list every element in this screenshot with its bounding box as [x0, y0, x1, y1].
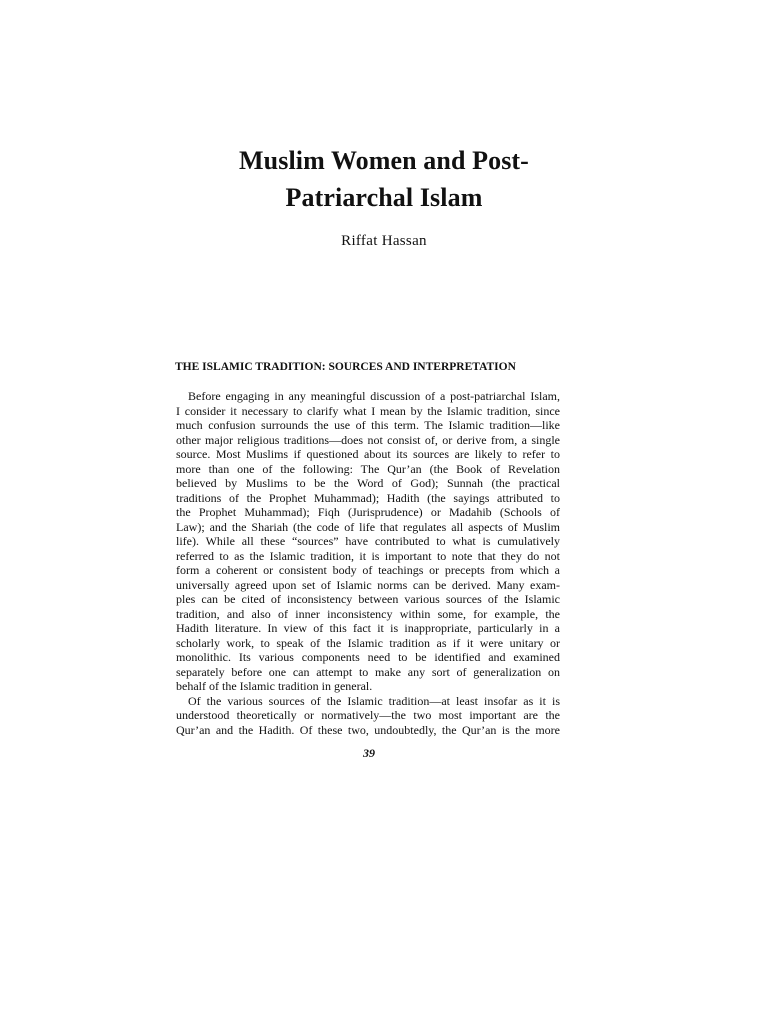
body-line: monolithic. Its various components need to be identified and examined [176, 650, 560, 664]
section-heading: THE ISLAMIC TRADITION: SOURCES AND INTERPRETATION [175, 361, 516, 373]
body-line: believed by Muslims to be the Word of God); Sunnah (the practical [176, 476, 560, 490]
body-text [176, 389, 560, 737]
body-line: more than one of the following: The Qur’an (the Book of Revelation [176, 461, 560, 476]
body-line: traditions of the Prophet Muhammad); Hadith (the sayings attributed to [176, 490, 560, 505]
body-line: understood theoretically or normatively—the two most important are the [176, 708, 560, 722]
body-line: much confusion surrounds the use of this term. The Islamic tradition—like [176, 418, 560, 432]
body-line: Of the various sources of the Islamic tradition—at least insofar as it is [188, 693, 560, 708]
body-line: behalf of the Islamic tradition in general. [176, 679, 373, 693]
body-line: tradition, and also of inner inconsistency within some, for example, the [176, 606, 560, 621]
body-line: Qur’an and the Hadith. Of these two, undoubtedly, the Qur’an is the more [176, 722, 560, 737]
title-line-1: Muslim Women and Post- [239, 146, 529, 175]
body-line: scholarly work, to speak of the Islamic tradition as if it were unitary or [176, 635, 560, 650]
body-line: form a coherent or consistent body of teachings or precepts from which a [176, 563, 560, 577]
page-number: 39 [363, 746, 375, 760]
article-title [0, 142, 768, 216]
body-line: I consider it necessary to clarify what I mean by the Islamic tradition, since [176, 403, 560, 418]
body-line: source. Most Muslims if questioned about its sources are likely to refer to [176, 447, 560, 461]
body-line: the Prophet Muhammad); Fiqh (Jurisprudence) or Madahib (Schools of [176, 505, 560, 519]
body-line: Hadith literature. In view of this fact it is inappropriate, particularly in a [176, 621, 560, 635]
body-line: referred to as the Islamic tradition, it is important to note that they do not [176, 548, 560, 563]
body-line: ples can be cited of inconsistency between various sources of the Islamic [176, 592, 560, 606]
body-line: separately before one can attempt to make any sort of generalization on [176, 664, 560, 679]
body-line: Law); and the Shariah (the code of life that regulates all aspects of Muslim [176, 519, 560, 534]
body-line: life). While all these “sources” have contributed to what is cumulatively [176, 534, 560, 548]
body-line: Before engaging in any meaningful discussion of a post-patriarchal Islam, [188, 389, 560, 403]
title-line-2: Patriarchal Islam [285, 183, 483, 212]
body-line: universally agreed upon set of Islamic norms can be derived. Many exam- [176, 577, 560, 592]
author-name: Riffat Hassan [341, 233, 427, 249]
body-line: other major religious traditions—does not consist of, or derive from, a single [176, 432, 560, 447]
